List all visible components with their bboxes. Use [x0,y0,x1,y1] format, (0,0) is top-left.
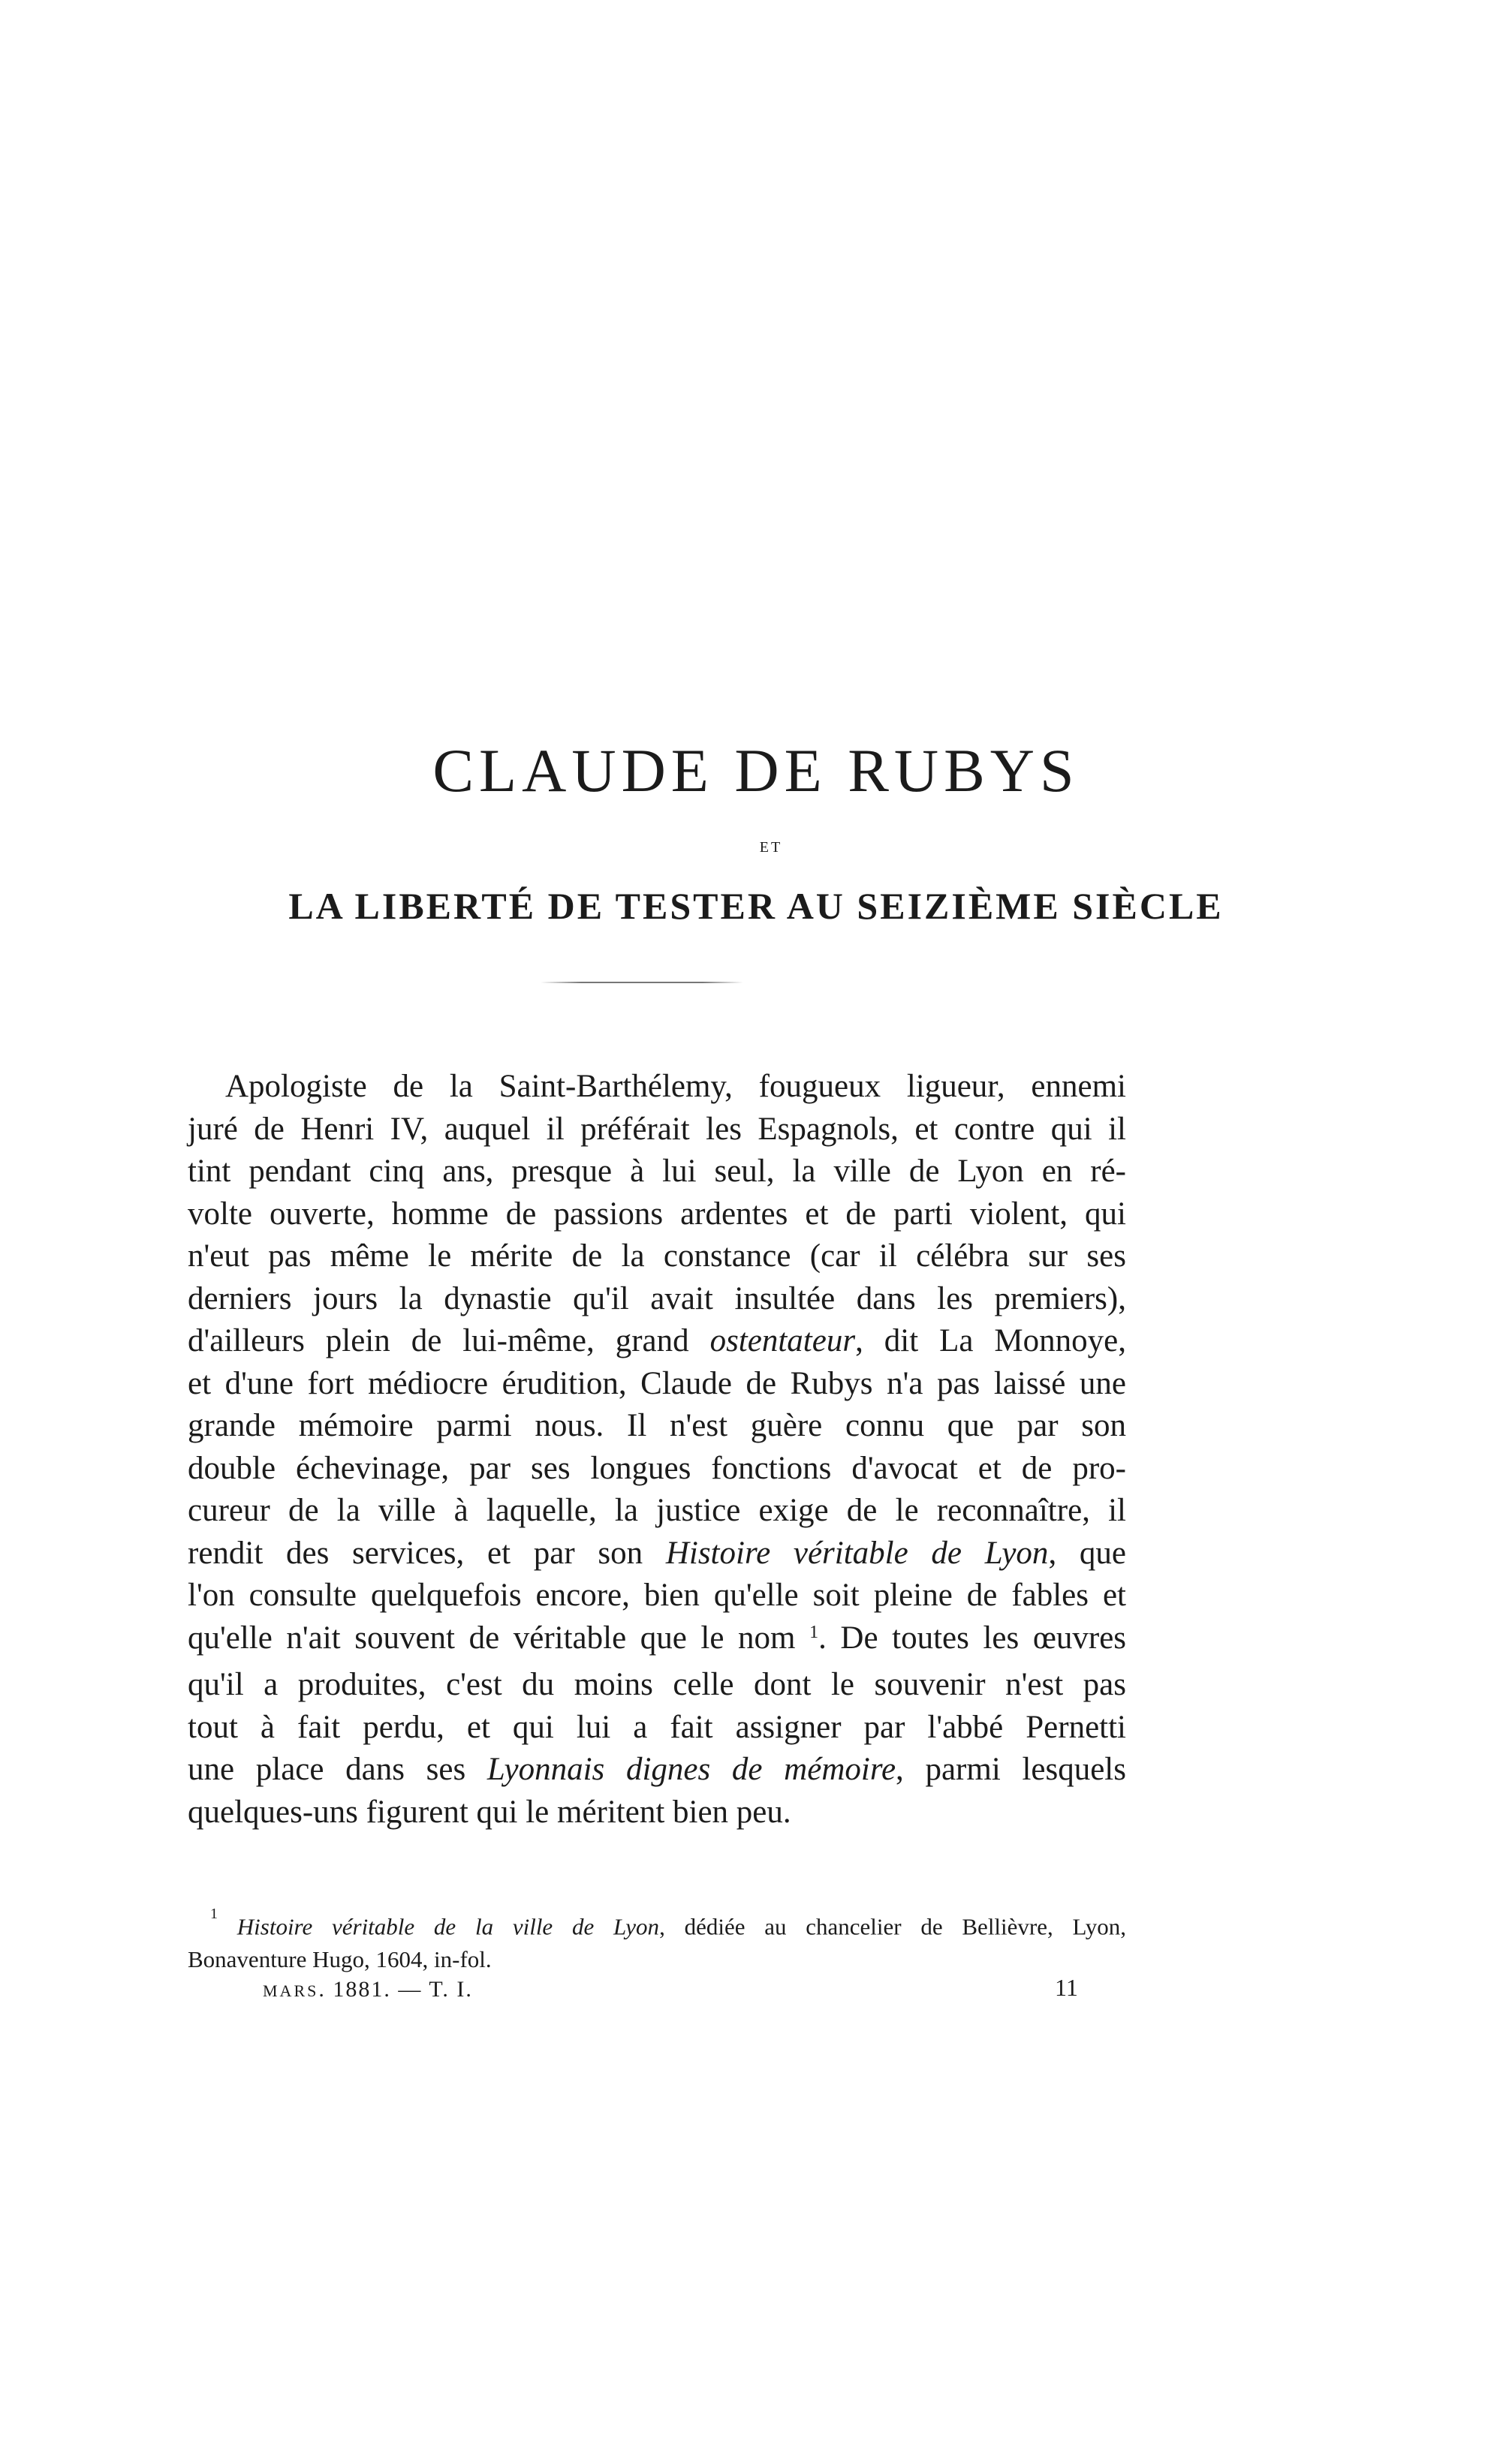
body-line: tint pendant cinq ans, presque à lui seul, la ville de Lyon en ré- [188,1154,1126,1189]
body-line: double échevinage, par ses longues fonctions d'avocat et de pro- [188,1450,1126,1486]
body-line: cureur de la ville à laquelle, la justice exige de le reconnaître, il [188,1493,1126,1528]
footnote-line: Bonaventure Hugo, 1604, in-fol. [188,1946,492,1973]
italic-phrase: ostentateur [709,1323,856,1358]
body-line: qu'elle n'ait souvent de véritable que le nom $^1$. De toutes les œuvres [188,1620,1127,1656]
title-conjunction: ET [759,839,783,856]
ornamental-rule [541,982,743,983]
signature-month: MARS [263,1981,319,2000]
article-subtitle: LA LIBERTÉ DE TESTER AU SEIZIÈME SIÈCLE [288,885,1224,927]
body-line: Apologiste de la Saint-Barthélemy, fougueux ligueur, ennemi [225,1069,1126,1104]
italic-phrase: Lyonnais dignes de mémoire [486,1752,896,1787]
footnote-line [188,1905,1126,1943]
body-line: et d'une fort médiocre érudition, Claude de Rubys n'a pas laissé une [188,1365,1126,1401]
body-paragraph [188,1066,1126,1834]
body-line: grande mémoire parmi nous. Il n'est guère connu que par son [188,1408,1126,1443]
body-line: tout à fait perdu, et qui lui a fait assigner par l'abbé Pernetti [188,1709,1126,1745]
signature-volume: . 1881. — T. I. [318,1977,473,2002]
footnote-marker: 1 [210,1906,218,1922]
footnote-reference: 1 [809,1622,819,1642]
body-line: derniers jours la dynastie qu'il avait insultée dans les premiers), [188,1280,1126,1316]
footnote [188,1905,1126,1976]
italic-phrase: Histoire véritable de Lyon [665,1535,1049,1571]
body-line: rendit des services, et par son Histoire véritable de Lyon, que [188,1535,1126,1571]
body-line: une place dans ses Lyonnais dignes de mémoire, parmi lesquels [188,1752,1126,1787]
body-line: d'ailleurs plein de lui-même, grand ostentateur, dit La Monnoye, [188,1323,1126,1358]
page-number: 11 [1055,1974,1078,2001]
body-line: quelques-uns figurent qui le méritent bien peu. [188,1794,791,1830]
article-title: CLAUDE DE RUBYS [432,736,1080,805]
body-lines [188,1066,1126,1834]
footnote-line1-rest: , dédiée au chancelier de Bellièvre, Lyon, [659,1913,1126,1940]
footnote-title: Histoire véritable de la ville de Lyon [236,1913,660,1940]
body-line: juré de Henri IV, auquel il préférait les Espagnols, et contre qui il [188,1111,1126,1147]
body-line: qu'il a produites, c'est du moins celle dont le souvenir n'est pas [188,1667,1126,1702]
body-line: n'eut pas même le mérite de la constance (car il célébra sur ses [188,1238,1126,1274]
body-line: l'on consulte quelquefois encore, bien qu'elle soit pleine de fables et [188,1578,1126,1613]
body-line: volte ouverte, homme de passions ardentes et de parti violent, qui [188,1196,1126,1232]
issue-signature [263,1977,473,2002]
